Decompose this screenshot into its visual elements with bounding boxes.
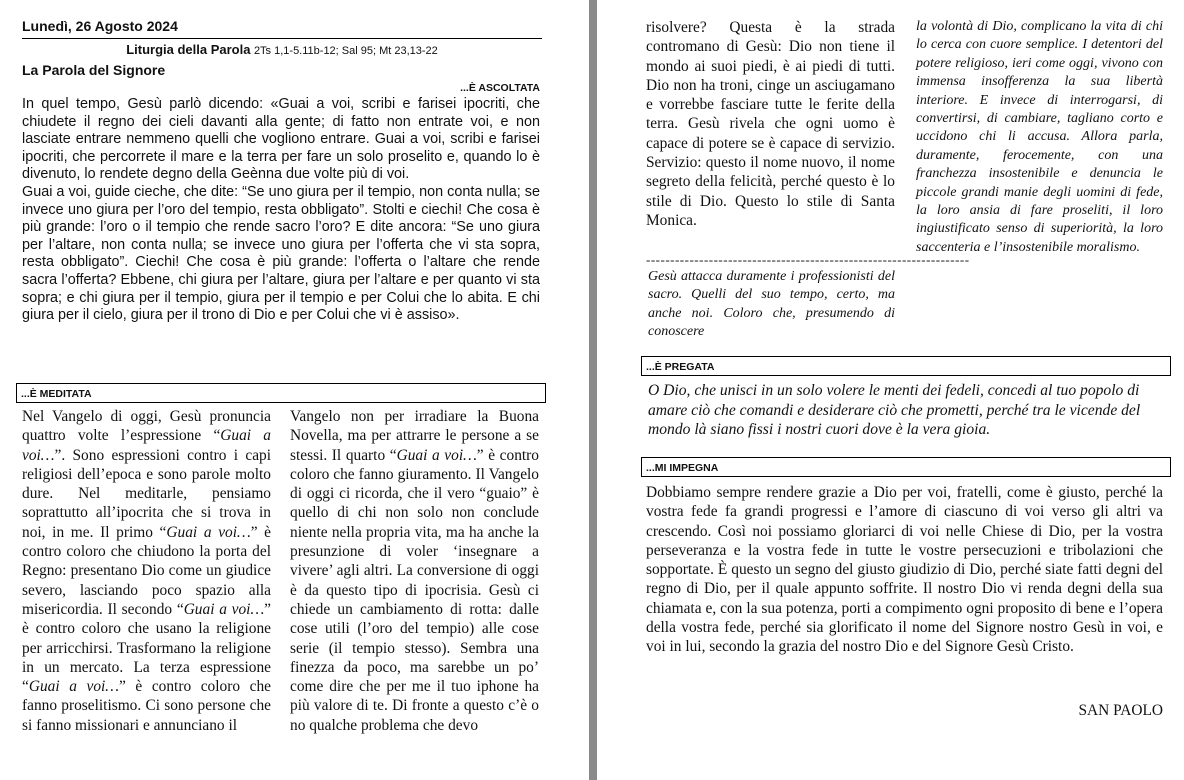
dashed-separator: -------------------------------------------------------------------: [646, 252, 970, 267]
meditata-header: [16, 383, 546, 403]
ascoltata-label: ...È ASCOLTATA: [460, 82, 540, 94]
pregata-label: ...È PREGATA: [646, 361, 715, 373]
guai-phrase: Guai a voi…: [396, 446, 477, 464]
guai-phrase: Guai a voi…: [28, 678, 119, 696]
gospel-text: [22, 96, 540, 325]
date-heading: Lunedì, 26 Agosto 2024: [22, 18, 178, 34]
meditata-column-2: [290, 407, 539, 735]
impegna-label: ...MI IMPEGNA: [646, 462, 719, 474]
signature: SAN PAOLO: [1078, 702, 1163, 719]
gospel-paragraph-1: In quel tempo, Gesù parlò dicendo: «Guai a voi, scribi e farisei ipocriti, che chiudete il regno dei cieli davanti alla gente; di fatto non entrate voi, e non lasciate entrare nemmeno quelli che vogliono entrare. Guai a voi, scribi e farisei ipocriti, che percorrete il mare e la terra per fare un solo proselito e, quando lo è divenuto, lo rendete degno della Geènna due volte più di voi.: [22, 96, 540, 183]
meditata-col1-text-e: ” è contro coloro che fanno proselitismo. Ci sono persone che si fanno missionari e annunciano il: [22, 678, 271, 734]
meditata-col2-text-a: Vangelo non per irradiare la Buona Novella, ma per attrarre le persone a se stessi. Il quarto “: [290, 408, 539, 464]
liturgy-line: [22, 42, 542, 57]
liturgy-refs: 2Ts 1,1-5.11b-12; Sal 95; Mt 23,13-22: [253, 45, 438, 57]
meditata-col1-text-d: ” è contro coloro che usano la religione per arricchirsi. Trasformano la religione in un mercato. La terza espressione “: [22, 600, 271, 696]
page-divider: [589, 0, 597, 780]
reading-text: Dobbiamo sempre rendere grazie a Dio per voi, fratelli, come è giusto, perché la vostra fede fa grandi progressi e l’amore di ciascuno di voi verso gli altri va crescendo. Così noi possiamo gloriarci di voi nelle Chiese di Dio, per la vostra perseveranza e la vostra fede in tutte le vostre persecuzioni e tribolazioni che sopportate. È questo un segno del giusto giudizio di Dio, perché siate fatti degni del regno di Dio, per il quale appunto soffrite. Il nostro Dio vi renda degni della sua chiamata e, con la sua potenza, porti a compimento ogni proposito di bene e l’opera della vostra fede, perché sia glorificato il nome del Signore nostro Gesù in voi, e voi in lui, secondo la grazia del nostro Dio e del Signore Gesù Cristo.: [646, 484, 1163, 656]
meditata-column-1: [22, 407, 271, 735]
meditata-col1-text-a: Nel Vangelo di oggi, Gesù pronuncia quattro volte l’espressione “: [22, 408, 271, 445]
guai-phrase: Guai a voi…: [22, 427, 272, 464]
comment-column-right: la volontà di Dio, complicano la vita di chi lo cerca con cuore semplice. I detentori del potere religioso, ieri come oggi, vivono con immensa insofferenza la sua libertà interiore. E invece di interrogarsi, di convertirsi, di cambiare, tagliano corto e uccidono chi li accusa. Allora parla, duramente, ferocemente, con una franchezza insostenibile e denuncia le piccole grandi manie degli uomini di fede, la loro ansia di fare proseliti, il loro ingiustificato senso di superiorità, la loro saccenteria e l’insostenibile moralismo.: [916, 19, 1163, 255]
gospel-paragraph-2: Guai a voi, guide cieche, che dite: “Se uno giura per il tempio, non conta nulla; se invece uno giura per l’oro del tempio, resta obbligato”. Stolti e ciechi! Che cosa è più grande: l’oro o il tempio che rende sacro l’oro? E dite ancora: “Se uno giura per l’altare, non conta nulla; se invece uno giura per l’offerta che vi sta sopra, resta obbligato”. Ciechi! Che cosa è più grande: l’offerta o l’altare che rende sacra l’offerta? Ebbene, chi giura per l’altare, giura per l’altare e per quanto vi sta sopra; e chi giura per il tempio, giura per il tempio e per Colui che lo abita. E chi giura per il cielo, giura per il trono di Dio e per Colui che vi è assiso».: [22, 183, 540, 324]
meditata-label: ...È MEDITATA: [21, 388, 92, 400]
word-title: La Parola del Signore: [22, 62, 166, 78]
pregata-header: [641, 356, 1171, 376]
comment-column-left: Gesù attacca duramente i professionisti del sacro. Quelli del suo tempo, certo, ma anche noi. Coloro che, presumendo di conoscere: [648, 269, 895, 340]
meditata-col1-text-b: ”. Sono espressioni contro i capi religiosi dell’epoca e sono parole molto dure. Nel meditarle, pensiamo soprattutto all’ipocrita che si trova in noi, in me. Il primo “: [22, 446, 271, 541]
guai-phrase: Guai a voi…: [183, 600, 265, 618]
guai-phrase: Guai a voi…: [166, 523, 251, 541]
meditata-col2-text-b: ” è contro coloro che fanno giuramento. Il Vangelo di oggi ci ricorda, che il vero “guaio” è quello di chi non solo non conclude niente nella propria vita, ma ha anche la presunzione di voler ‘insegnare a vivere’ agli altri. La conversione di oggi è da questo tipo di ipocrisia. Gesù ci chiede un cambiamento di rotta: dalle cose utili (l’oro del tempio) alle cose serie (il tempio stesso). Sembra una finezza da poco, ma sarebbe un po’ come dire che per me il tuo iphone ha più valore di te. Di fronte a questo c’è o no qualche problema che devo: [290, 446, 539, 734]
date-underline: [22, 38, 542, 39]
meditata-col1-text-c: ” è contro coloro che chiudono la porta del Regno: presentano Dio come un giudice severo, lasciando poco spazio alla misericordia. Il secondo “: [22, 523, 272, 618]
prayer-text: O Dio, che unisci in un solo volere le menti dei fedeli, concedi al tuo popolo di amare ciò che comandi e desiderare ciò che prometti, perché tra le vicende del mondo là siano fissi i nostri cuori dove è la vera gioia.: [648, 382, 1141, 438]
meditata-column-3: risolvere? Questa è la strada contromano di Gesù: Dio non tiene il mondo ai suoi piedi, è ai piedi di tutti. Dio non ha troni, cinge un asciugamano e vorrebbe fasciare tutte le ferite della terra. Gesù rivela che ogni uomo è capace di potere se è capace di servizio. Servizio: questo il nome nuovo, il nome segreto della felicità, perché questo è lo stile di Dio. Questo lo stile di Santa Monica.: [646, 19, 895, 229]
impegna-header: [641, 457, 1171, 477]
liturgy-label: Liturgia della Parola: [126, 42, 251, 57]
